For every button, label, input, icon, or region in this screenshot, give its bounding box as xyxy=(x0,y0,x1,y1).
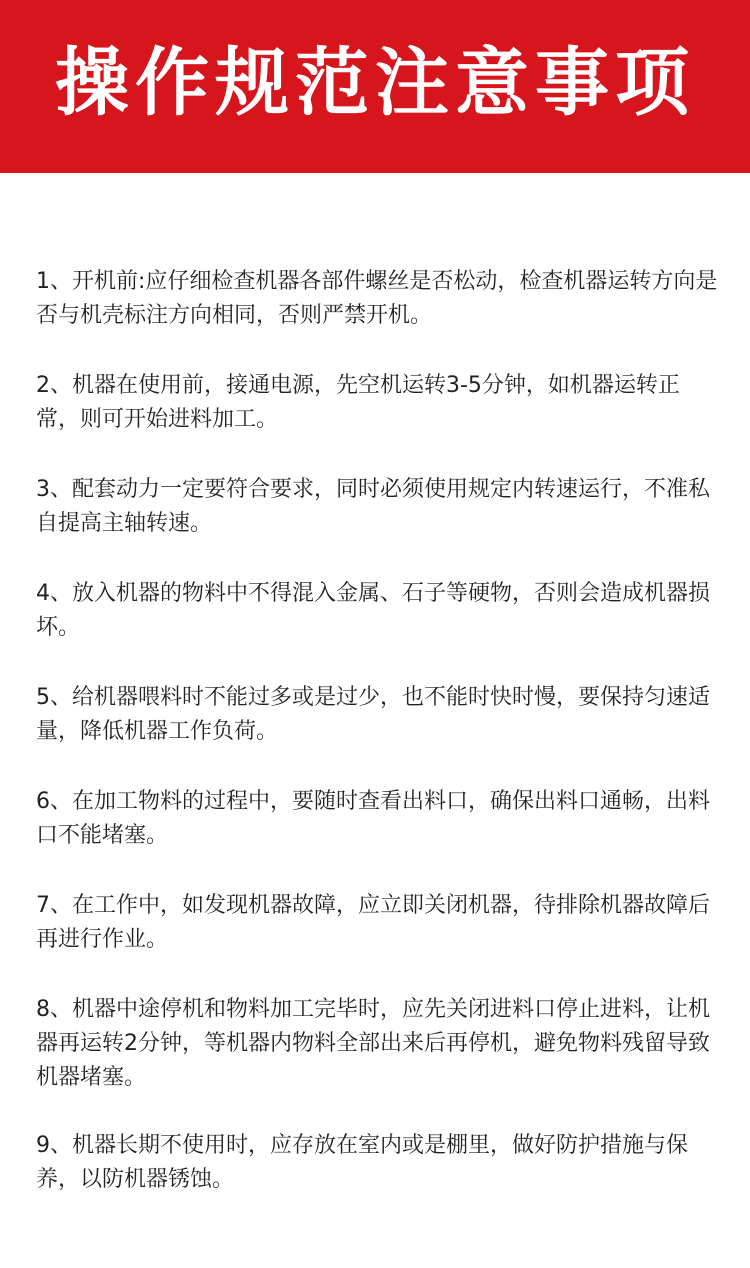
instruction-item-3: 3、配套动力一定要符合要求，同时必须使用规定内转速运行，不准私自提高主轴转速。 xyxy=(36,477,710,536)
instruction-item-1: 1、开机前:应仔细检查机器各部件螺丝是否松动，检查机器运转方向是否与机壳标注方向相同，否则严禁开机。 xyxy=(36,269,718,328)
instruction-item-7: 7、在工作中，如发现机器故障，应立即关闭机器，待排除机器故障后再进行作业。 xyxy=(36,893,710,952)
title-banner xyxy=(0,0,750,173)
instruction-item-2: 2、机器在使用前，接通电源，先空机运转3-5分钟，如机器运转正常，则可开始进料加工。 xyxy=(36,373,680,432)
instruction-item-6: 6、在加工物料的过程中，要随时查看出料口，确保出料口通畅，出料口不能堵塞。 xyxy=(36,789,710,848)
instructions-list xyxy=(36,265,720,1233)
instruction-item-4: 4、放入机器的物料中不得混入金属、石子等硬物，否则会造成机器损坏。 xyxy=(36,581,710,640)
instruction-item-9: 9、机器长期不使用时，应存放在室内或是棚里，做好防护措施与保养，以防机器锈蚀。 xyxy=(36,1133,688,1192)
instruction-item-5: 5、给机器喂料时不能过多或是过少，也不能时快时慢，要保持匀速适量，降低机器工作负荷。 xyxy=(36,685,710,744)
page-title: 操作规范注意事项 xyxy=(55,39,695,126)
instruction-item-8: 8、机器中途停机和物料加工完毕时，应先关闭进料口停止进料，让机器再运转2分钟，等机器内物料全部出来后再停机，避免物料残留导致机器堵塞。 xyxy=(36,997,710,1090)
